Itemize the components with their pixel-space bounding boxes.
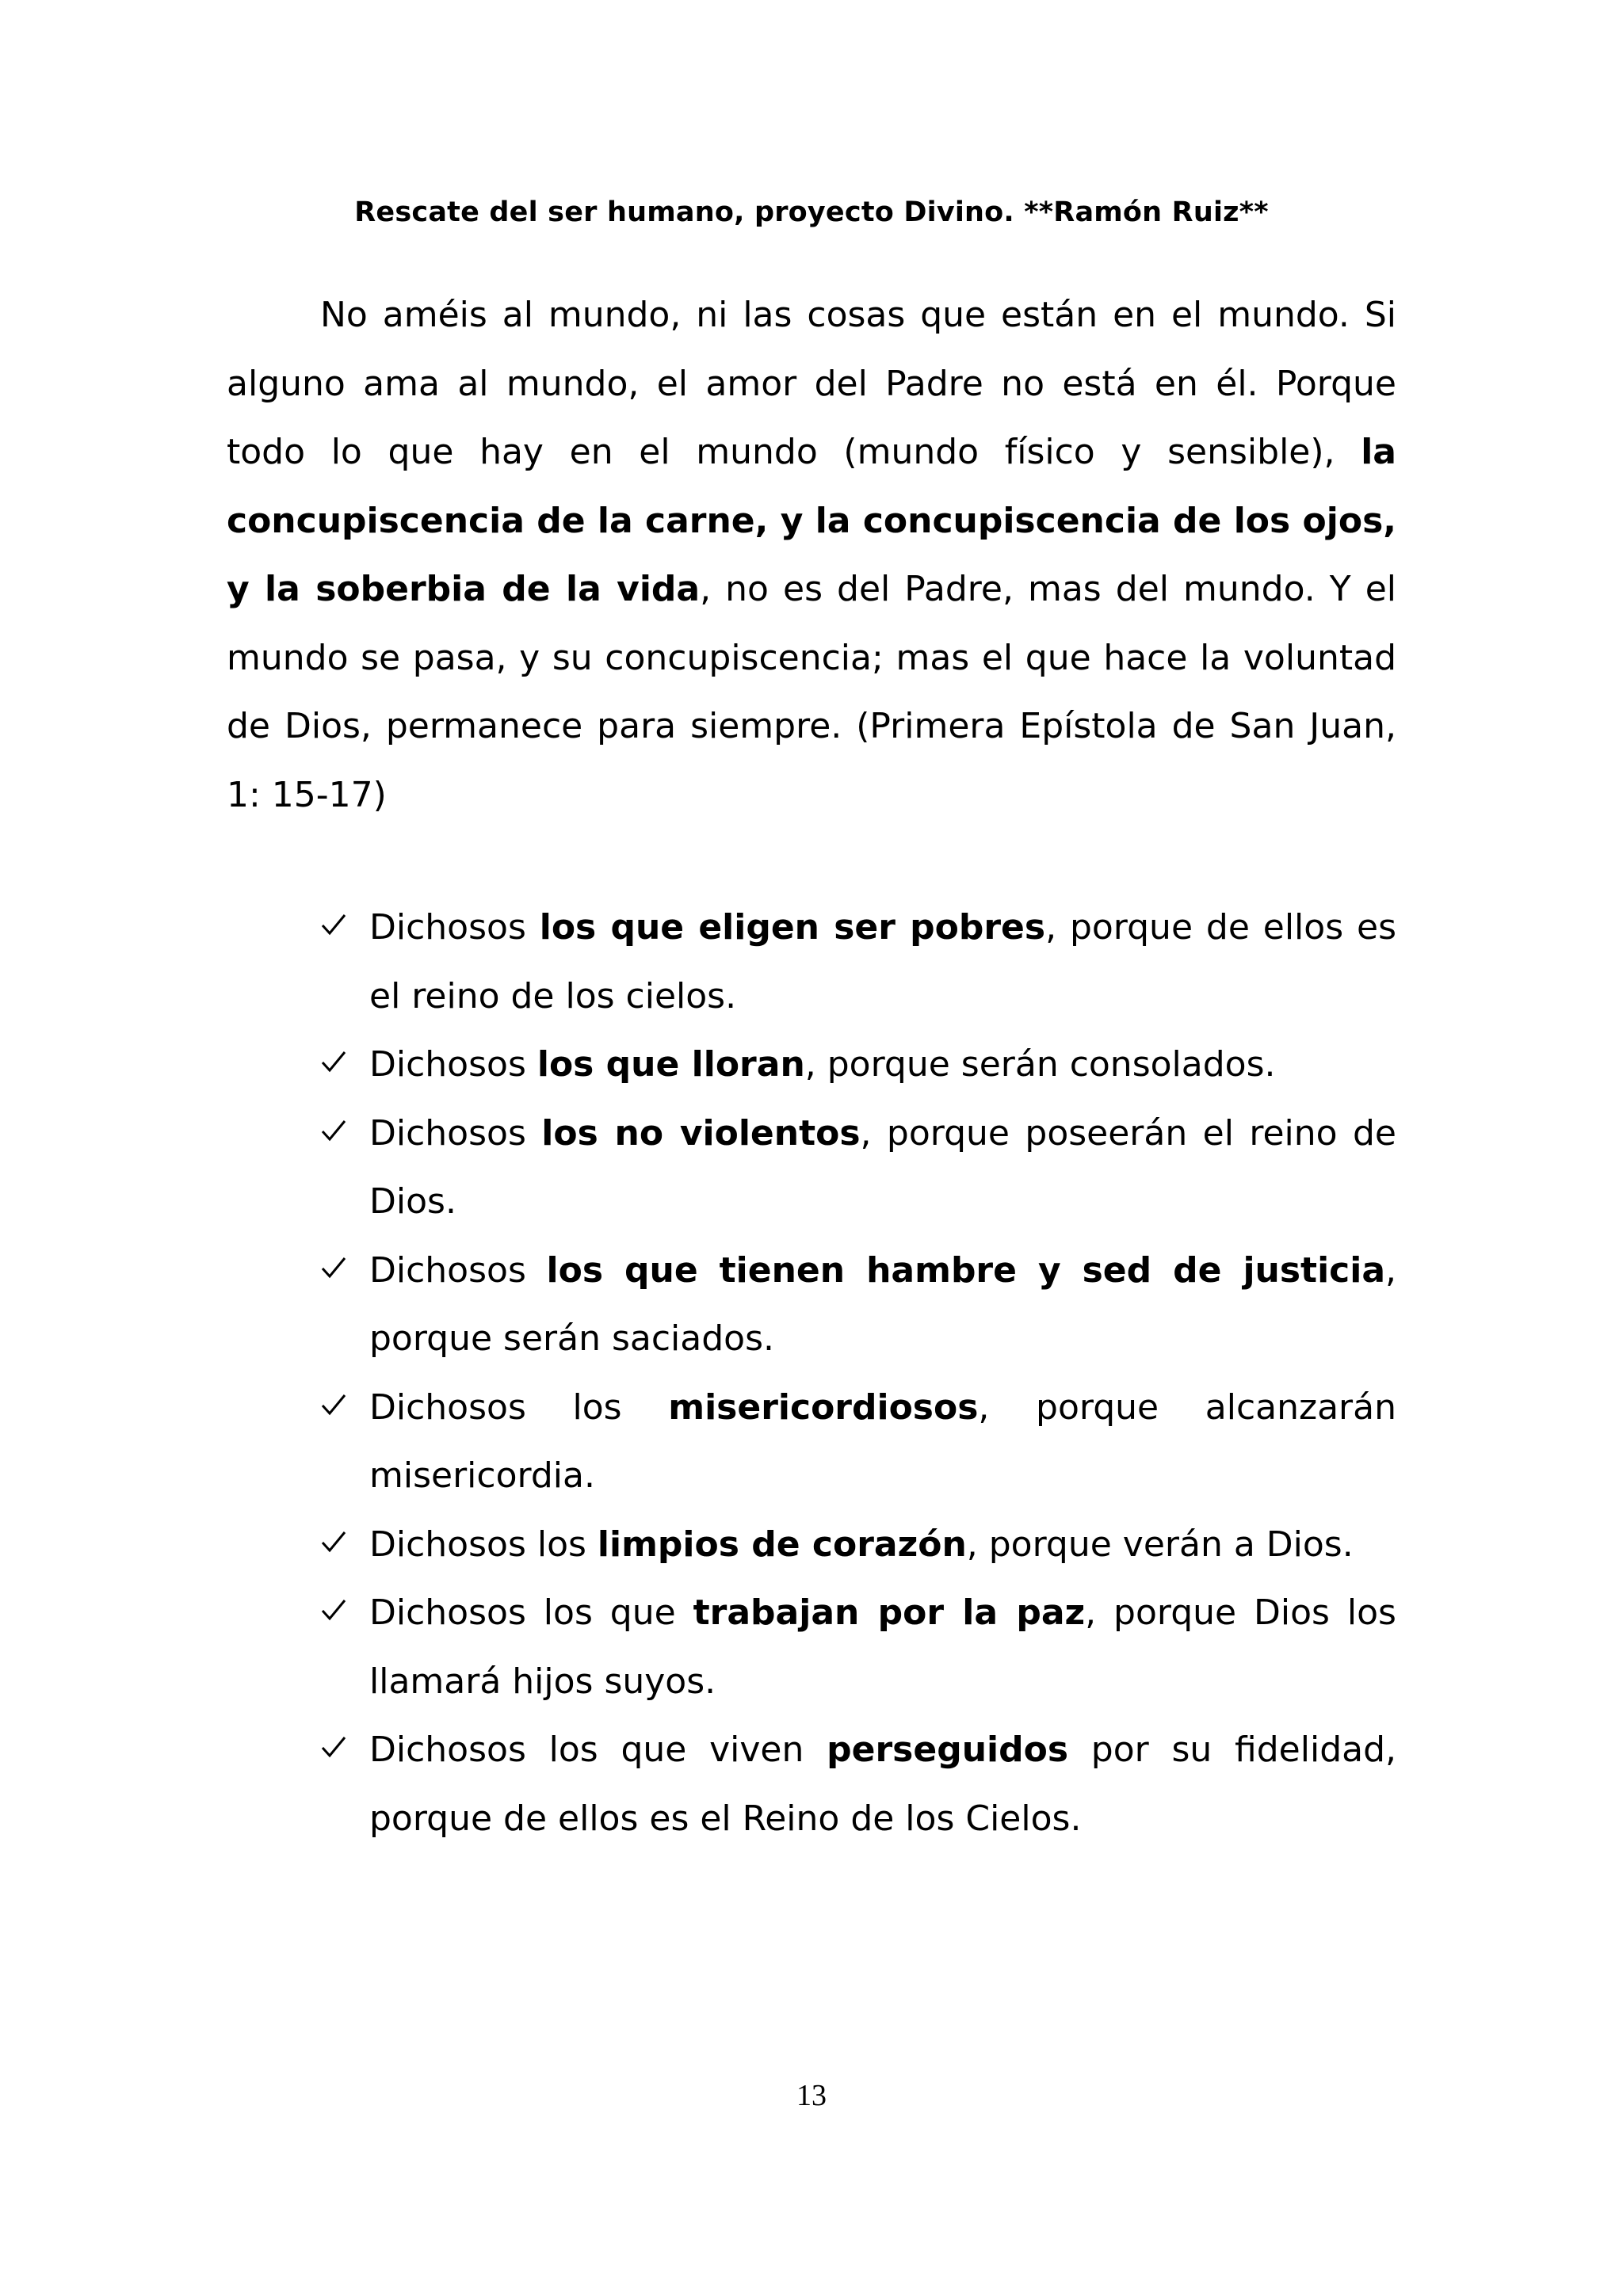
checkmark-icon xyxy=(320,1391,347,1418)
checkmark-icon xyxy=(320,1596,347,1623)
beatitudes-list xyxy=(320,894,1396,1853)
quote-bold-text: la concupiscencia de la carne, y la concupiscencia de los ojos, y la soberbia de la vida xyxy=(227,432,1396,609)
item-text: , porque verán a Dios. xyxy=(966,1524,1354,1565)
list-item xyxy=(320,1237,1396,1374)
bible-quote-paragraph xyxy=(227,281,1396,830)
item-bold-text: los que tienen hambre y sed de justicia xyxy=(546,1249,1386,1291)
list-item xyxy=(320,1031,1396,1100)
item-bold-text: los que lloran xyxy=(537,1044,805,1085)
checkmark-icon xyxy=(320,911,347,938)
item-text: Dichosos los que viven xyxy=(369,1730,827,1770)
item-bold-text: los no violentos xyxy=(541,1112,861,1154)
item-text: , porque poseerán el reino de Dios. xyxy=(369,1112,1397,1222)
item-text: Dichosos los que xyxy=(369,1592,693,1633)
item-bold-text: misericordiosos xyxy=(668,1386,979,1428)
item-text: Dichosos los xyxy=(369,1524,598,1565)
item-text: Dichosos xyxy=(369,1044,537,1085)
checkmark-icon xyxy=(320,1254,347,1281)
quote-text-2: , no es del Padre, mas del mundo. Y el mundo se pasa, y su concupiscencia; mas el que hace la voluntad de Dios, permanece para siempre. (Primera Epístola de San Juan, 1: 15-17) xyxy=(227,569,1396,815)
item-bold-text: limpios de corazón xyxy=(597,1524,967,1565)
item-text: Dichosos xyxy=(369,907,540,948)
checkmark-icon xyxy=(320,1733,347,1760)
item-text: , porque Dios los llamará hijos suyos. xyxy=(369,1592,1396,1702)
list-item xyxy=(320,894,1396,1031)
checkmark-icon xyxy=(320,1117,347,1144)
item-text: Dichosos xyxy=(369,1112,542,1154)
item-bold-text: trabajan por la paz xyxy=(693,1592,1086,1633)
list-item xyxy=(320,1716,1396,1853)
item-bold-text: los que eligen ser pobres xyxy=(539,907,1046,948)
list-item xyxy=(320,1511,1396,1580)
item-text: Dichosos los xyxy=(369,1386,669,1428)
item-text: , porque serán saciados. xyxy=(369,1249,1397,1359)
item-text: por su fidelidad, porque de ellos es el Reino de los Cielos. xyxy=(369,1730,1397,1839)
quote-text-1: No améis al mundo, ni las cosas que están en el mundo. Si alguno ama al mundo, el amor del Padre no está en él. Porque todo lo que hay en el mundo (mundo físico y sensible), xyxy=(227,295,1396,472)
page-number: 13 xyxy=(796,2079,827,2112)
list-item xyxy=(320,1579,1396,1716)
item-text: , porque de ellos es el reino de los cielos. xyxy=(369,907,1396,1016)
list-item xyxy=(320,1100,1396,1237)
item-text: Dichosos xyxy=(369,1249,547,1291)
item-text: , porque serán consolados. xyxy=(804,1044,1276,1085)
list-item xyxy=(320,1374,1396,1511)
item-bold-text: perseguidos xyxy=(827,1730,1069,1770)
checkmark-icon xyxy=(320,1048,347,1075)
checkmark-icon xyxy=(320,1528,347,1555)
item-text: , porque alcanzarán misericordia. xyxy=(369,1386,1396,1496)
page-header: Rescate del ser humano, proyecto Divino. **Ramón Ruiz** xyxy=(354,196,1269,228)
